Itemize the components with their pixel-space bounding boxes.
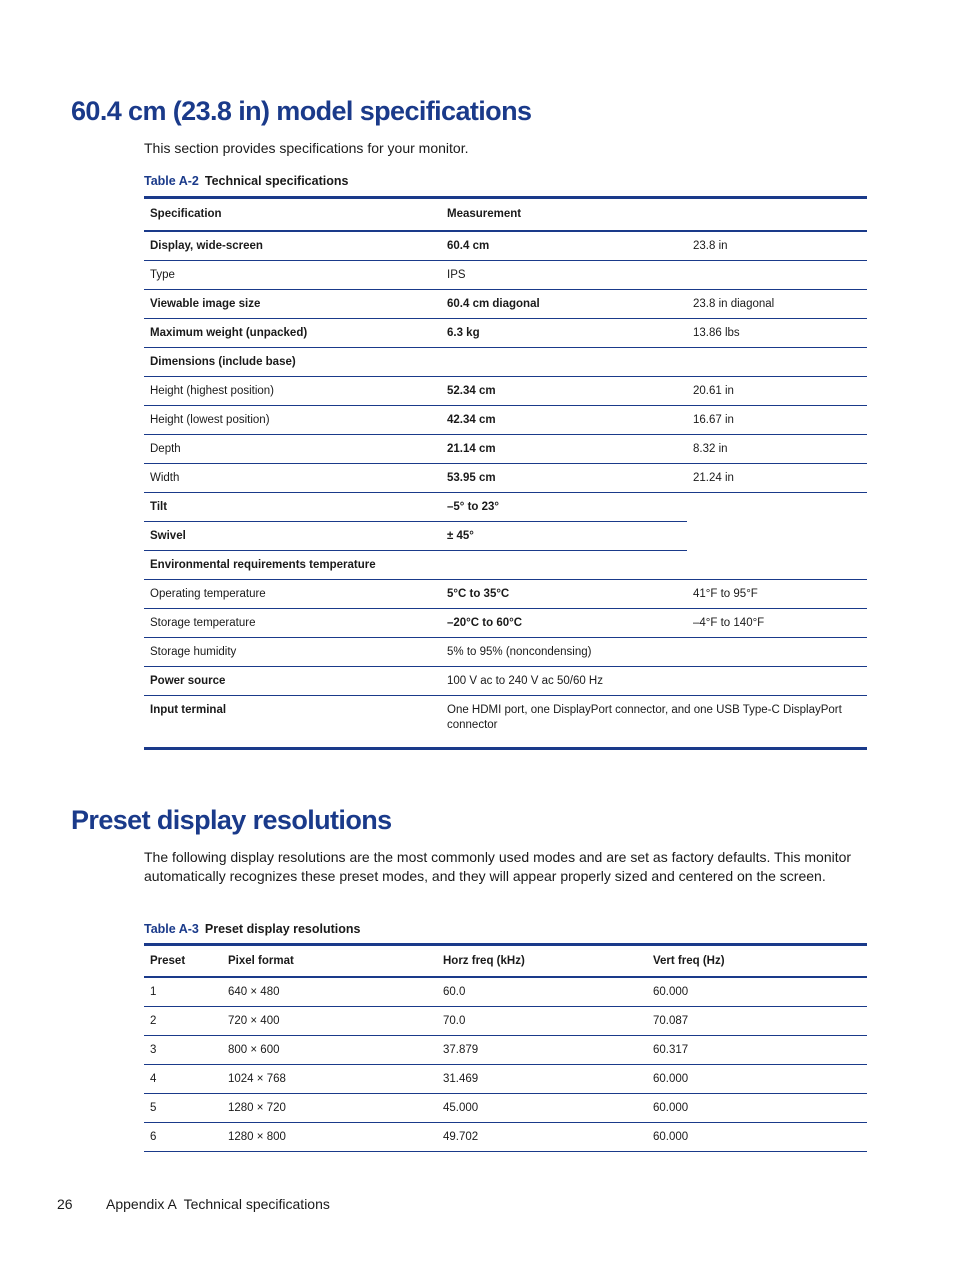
spec-metric: One HDMI port, one DisplayPort connector, and one USB Type-C DisplayPort connector	[447, 704, 842, 731]
table-cell: 49.702	[437, 1123, 647, 1152]
table-row	[144, 1036, 867, 1065]
table-cell: 2	[144, 1007, 222, 1036]
spec-imperial	[687, 348, 867, 377]
header-cell: Horz freq (kHz)	[437, 945, 647, 978]
page-number: 26	[57, 1196, 73, 1212]
table-cell: 60.0	[437, 977, 647, 1007]
spec-imperial	[687, 261, 867, 290]
spec-imperial	[687, 522, 867, 551]
table-cell: 60.000	[647, 977, 867, 1007]
table-cell: 1280 × 800	[222, 1123, 437, 1152]
table-cell: 70.087	[647, 1007, 867, 1036]
spec-imperial: 20.61 in	[687, 377, 867, 406]
technical-specifications-table	[144, 196, 867, 750]
header-cell: Specification	[144, 198, 441, 232]
table-row	[144, 977, 867, 1007]
spec-metric: 60.4 cm diagonal	[441, 290, 687, 319]
table-row	[144, 1065, 867, 1094]
table-row	[144, 406, 867, 435]
table-title: Technical specifications	[204, 174, 349, 188]
preset-resolutions-table	[144, 943, 867, 1152]
spec-metric: ± 45°	[441, 522, 687, 551]
spec-label: Height (highest position)	[144, 377, 441, 406]
spec-metric: 6.3 kg	[441, 319, 687, 348]
spec-label: Depth	[144, 435, 441, 464]
table-row	[144, 319, 867, 348]
table-row	[144, 1123, 867, 1152]
spec-imperial	[687, 551, 867, 580]
table-header-row	[144, 198, 867, 232]
header-cell: Pixel format	[222, 945, 437, 978]
spec-label: Storage humidity	[144, 638, 441, 667]
table-cell: 6	[144, 1123, 222, 1152]
spec-imperial: 16.67 in	[687, 406, 867, 435]
table-row	[144, 609, 867, 638]
table-row	[144, 261, 867, 290]
spec-label: Dimensions (include base)	[144, 348, 441, 377]
spec-label: Power source	[144, 667, 441, 696]
table-row	[144, 435, 867, 464]
spec-metric: 42.34 cm	[441, 406, 687, 435]
spec-label: Environmental requirements temperature	[144, 551, 441, 580]
table-row	[144, 696, 867, 749]
spec-label: Type	[144, 261, 441, 290]
header-cell: Preset	[144, 945, 222, 978]
spec-label: Width	[144, 464, 441, 493]
spec-metric: –5° to 23°	[441, 493, 687, 522]
spec-imperial: 8.32 in	[687, 435, 867, 464]
table-title: Preset display resolutions	[204, 922, 361, 936]
table-caption	[144, 174, 348, 188]
table-cell: 640 × 480	[222, 977, 437, 1007]
table-cell: 720 × 400	[222, 1007, 437, 1036]
spec-imperial	[687, 493, 867, 522]
spec-label: Maximum weight (unpacked)	[144, 319, 441, 348]
section-title-preset-display-resolutions: Preset display resolutions	[71, 805, 392, 835]
spec-imperial: –4°F to 140°F	[687, 609, 867, 638]
section-intro: The following display resolutions are the most commonly used modes and are set as factory defaults. This monitor automatically recognizes these preset modes, and they will appear properly sized and centered on the screen.	[144, 849, 852, 884]
table-cell: 37.879	[437, 1036, 647, 1065]
table-row	[144, 231, 867, 261]
spec-metric: 53.95 cm	[441, 464, 687, 493]
spec-metric: 100 V ac to 240 V ac 50/60 Hz	[441, 667, 687, 696]
table-row	[144, 1007, 867, 1036]
spec-label: Height (lowest position)	[144, 406, 441, 435]
table-row	[144, 522, 867, 551]
spec-imperial: 23.8 in	[687, 231, 867, 261]
spec-imperial: 13.86 lbs	[687, 319, 867, 348]
table-number: Table A-3	[144, 922, 199, 936]
table-row	[144, 638, 867, 667]
spec-imperial	[687, 667, 867, 696]
header-cell: Measurement	[441, 198, 687, 232]
table-cell: 45.000	[437, 1094, 647, 1123]
table-cell: 1024 × 768	[222, 1065, 437, 1094]
table-cell: 1280 × 720	[222, 1094, 437, 1123]
spec-label: Viewable image size	[144, 290, 441, 319]
table-row	[144, 290, 867, 319]
spec-label: Tilt	[144, 493, 441, 522]
spec-label: Operating temperature	[144, 580, 441, 609]
table-cell: 31.469	[437, 1065, 647, 1094]
header-cell: Vert freq (Hz)	[647, 945, 867, 978]
spec-label: Swivel	[144, 522, 441, 551]
table-cell: 60.000	[647, 1094, 867, 1123]
spec-metric: IPS	[441, 261, 687, 290]
table-cell: 60.000	[647, 1065, 867, 1094]
footer-text: Appendix A Technical specifications	[106, 1196, 330, 1212]
table-row	[144, 348, 867, 377]
table-row	[144, 493, 867, 522]
table-cell: 4	[144, 1065, 222, 1094]
table-cell: 60.317	[647, 1036, 867, 1065]
table-header-row	[144, 945, 867, 978]
table-row	[144, 1094, 867, 1123]
table-cell: 3	[144, 1036, 222, 1065]
spec-imperial	[687, 638, 867, 667]
spec-metric	[441, 551, 687, 580]
table-row	[144, 667, 867, 696]
table-row	[144, 580, 867, 609]
spec-metric: 5% to 95% (noncondensing)	[441, 638, 687, 667]
spec-metric: 52.34 cm	[441, 377, 687, 406]
spec-metric	[441, 348, 687, 377]
spec-metric: –20°C to 60°C	[441, 609, 687, 638]
table-cell: 5	[144, 1094, 222, 1123]
table-cell: 800 × 600	[222, 1036, 437, 1065]
spec-metric: 60.4 cm	[441, 231, 687, 261]
page-footer	[57, 1196, 330, 1212]
spec-imperial: 41°F to 95°F	[687, 580, 867, 609]
spec-metric: 21.14 cm	[441, 435, 687, 464]
table-row	[144, 551, 867, 580]
table-caption	[144, 922, 360, 936]
spec-imperial: 23.8 in diagonal	[687, 290, 867, 319]
section-title-model-specifications: 60.4 cm (23.8 in) model specifications	[71, 96, 532, 126]
table-cell: 70.0	[437, 1007, 647, 1036]
table-row	[144, 377, 867, 406]
header-cell	[687, 198, 867, 232]
table-cell: 1	[144, 977, 222, 1007]
spec-imperial: 21.24 in	[687, 464, 867, 493]
spec-label: Display, wide-screen	[144, 231, 441, 261]
spec-label: Storage temperature	[144, 609, 441, 638]
table-number: Table A-2	[144, 174, 199, 188]
table-row	[144, 464, 867, 493]
spec-label: Input terminal	[150, 704, 227, 716]
spec-metric: 5°C to 35°C	[441, 580, 687, 609]
table-cell: 60.000	[647, 1123, 867, 1152]
section-intro: This section provides specifications for your monitor.	[144, 140, 469, 156]
